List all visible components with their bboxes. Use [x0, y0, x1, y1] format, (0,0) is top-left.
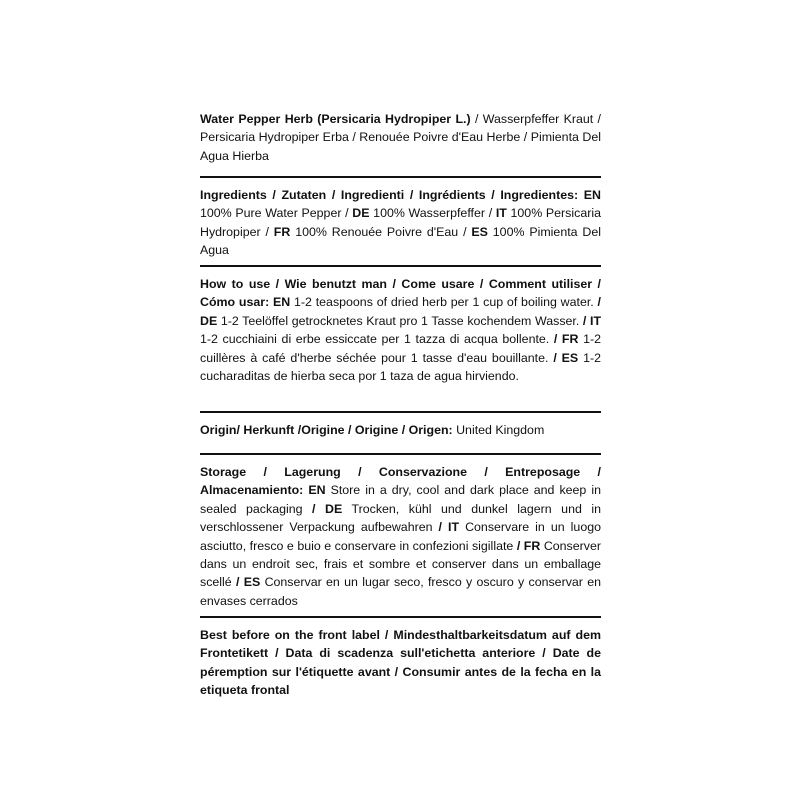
- ingredients-heading: Ingredients / Zutaten / Ingredienti / Ingrédients / Ingredientes:: [200, 188, 579, 202]
- storage-lang-fr: FR: [523, 538, 541, 553]
- how-to-use-text-en: 1-2 teaspoons of dried herb per 1 cup of boiling water.: [290, 295, 598, 310]
- how-to-use-sep: /: [597, 295, 601, 310]
- ingredients-sep: /: [463, 224, 472, 239]
- origin-section: [200, 421, 601, 453]
- how-to-use-section: [200, 275, 601, 411]
- ingredients-lang-it: IT: [495, 206, 507, 221]
- storage-text-en: Store in a dry, cool and dark place and keep in sealed packaging: [200, 483, 601, 516]
- storage-heading: Storage / Lagerung / Conservazione / Entreposage / Almacenamiento:: [200, 465, 601, 498]
- ingredients-lang-es: ES: [471, 224, 488, 239]
- how-to-use-heading: How to use / Wie benutzt man / Come usare / Comment utiliser / Cómo usar:: [200, 277, 601, 310]
- storage-lang-es: ES: [243, 575, 261, 590]
- section-divider: [200, 616, 601, 618]
- ingredients-text-it: 100% Persicaria Hydropiper: [200, 206, 601, 239]
- origin-value: United Kingdom: [452, 423, 545, 437]
- ingredients-sep: /: [345, 206, 353, 221]
- ingredients-lang-fr: FR: [273, 224, 291, 239]
- storage-text-de: Trocken, kühl und dunkel lagern und in verschlossener Verpackung aufbewahren: [200, 501, 602, 535]
- product-name-section: [200, 110, 601, 176]
- storage-text-es: Conservar en un lugar seco, fresco y oscuro y conservar en envases cerrados: [200, 575, 601, 608]
- how-to-use-lang-es: ES: [561, 350, 579, 365]
- how-to-use-sep: /: [553, 332, 562, 347]
- how-to-use-sep: /: [582, 313, 590, 328]
- ingredients-section: [200, 186, 601, 265]
- how-to-use-lang-en: EN: [273, 295, 291, 310]
- best-before-section: [200, 626, 601, 714]
- storage-section: [200, 463, 601, 616]
- ingredients-text-es: 100% Pimienta Del Agua: [200, 224, 602, 258]
- ingredients-text-de: 100% Wasserpfeffer: [369, 206, 489, 221]
- how-to-use-text-it: 1-2 cucchiaini di erbe essiccate per 1 tazza di acqua bollente.: [200, 332, 554, 347]
- best-before-text: Best before on the front label / Mindesthaltbarkeitsdatum auf dem Frontetikett / Data di scadenza sull'etichetta anteriore / Date de péremption sur l'étiquette avant / Consumir antes de la fecha en la etiqueta frontal: [200, 628, 601, 698]
- product-name-translations: / Wasserpfeffer Kraut / Persicaria Hydropiper Erba / Renouée Poivre d'Eau Herbe / Pimienta Del Agua Hierba: [200, 112, 601, 163]
- ingredients-lang-en: EN: [583, 188, 601, 202]
- how-to-use-text-de: 1-2 Teelöffel getrocknetes Kraut pro 1 Tasse kochendem Wasser.: [217, 313, 583, 328]
- storage-lang-it: IT: [448, 520, 460, 535]
- section-divider: [200, 411, 601, 413]
- storage-text-it: Conservare in un luogo asciutto, fresco e buio e conservare in confezioni sigillate: [200, 520, 601, 553]
- ingredients-sep: /: [265, 224, 274, 239]
- ingredients-sep: /: [488, 206, 496, 221]
- section-divider: [200, 176, 601, 178]
- ingredients-text-en: 100% Pure Water Pepper: [200, 206, 346, 221]
- how-to-use-lang-it: IT: [590, 313, 602, 328]
- storage-lang-en: EN: [308, 483, 326, 498]
- storage-sep: /: [235, 575, 244, 590]
- product-label: [200, 110, 601, 714]
- storage-lang-de: DE: [325, 501, 343, 516]
- storage-text-fr: Conserver dans un endroit sec, frais et sombre et conserver dans un emballage scellé: [200, 538, 601, 590]
- section-divider: [200, 265, 601, 267]
- how-to-use-sep: /: [553, 350, 562, 365]
- ingredients-text-fr: 100% Renouée Poivre d'Eau: [290, 224, 464, 239]
- section-divider: [200, 453, 601, 455]
- ingredients-lang-de: DE: [352, 206, 370, 221]
- storage-sep: /: [516, 538, 524, 553]
- how-to-use-text-es: 1-2 cucharaditas de hierba seca por 1 taza de agua hirviendo.: [200, 350, 601, 384]
- origin-heading: Origin/ Herkunft /Origine / Origine / Origen:: [200, 423, 453, 437]
- product-name-latin: Water Pepper Herb (Persicaria Hydropiper L.): [200, 112, 471, 126]
- how-to-use-lang-de: DE: [200, 313, 218, 328]
- storage-sep: /: [438, 520, 449, 535]
- storage-sep: /: [312, 501, 325, 516]
- how-to-use-lang-fr: FR: [561, 332, 579, 347]
- how-to-use-text-fr: 1-2 cuillères à café d'herbe séchée pour 1 tasse d'eau bouillante.: [200, 332, 601, 365]
